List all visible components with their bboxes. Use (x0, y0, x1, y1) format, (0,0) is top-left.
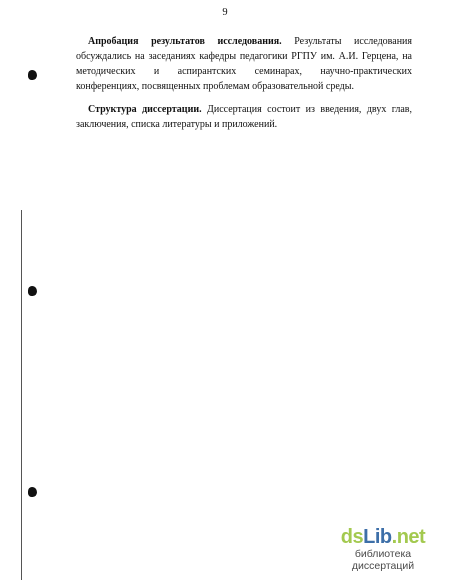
paragraph-heading: Апробация результатов исследования. (88, 36, 282, 47)
page-number: 9 (222, 7, 228, 18)
punch-hole-mark (28, 286, 37, 296)
punch-hole-mark (28, 70, 37, 80)
scan-binder-edge (21, 210, 22, 580)
dslib-watermark (328, 526, 438, 572)
punch-hole-mark (28, 487, 37, 497)
dslib-logo: dsLib.net (340, 526, 426, 548)
paragraph-structure (76, 102, 412, 132)
paragraph-approbation (76, 34, 412, 94)
paragraph-text: Диссертация состоит из введения, двух глав, заключения, списка литературы и приложений. (76, 104, 412, 130)
paragraph-heading: Структура диссертации. (88, 104, 202, 115)
watermark-subtitle: библиотека диссертаций (351, 548, 415, 572)
paragraph-text: Результаты исследования обсуждались на заседаниях кафедры педагогики РГПУ им. А.И. Герцена, на методических и аспирантских семинарах, научно-практических конференциях, посвященных проблемам образовательной среды. (76, 36, 413, 92)
